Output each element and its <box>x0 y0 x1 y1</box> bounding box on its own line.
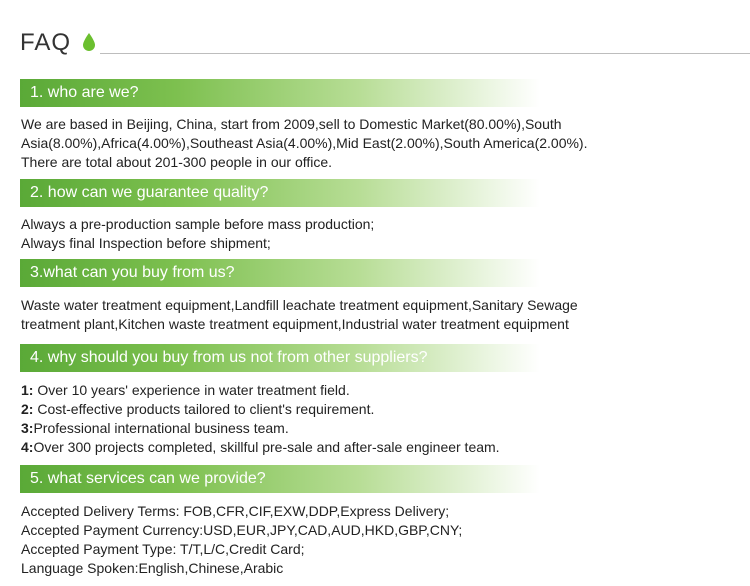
list-item-text: Over 300 projects completed, skillful pre-sale and after-sale engineer team. <box>33 439 500 455</box>
section-heading-bar <box>20 179 540 207</box>
section-body <box>21 502 721 578</box>
section-text-line: There are total about 201-300 people in our office. <box>21 154 333 170</box>
section-text-line: Always a pre-production sample before mass production; <box>21 216 375 232</box>
section-heading: 2. how can we guarantee quality? <box>30 184 269 201</box>
section-text-line: We are based in Beijing, China, start from 2009,sell to Domestic Market(80.00%),South <box>21 116 562 132</box>
section-heading: 4. why should you buy from us not from other suppliers? <box>30 349 428 366</box>
list-item <box>21 419 721 438</box>
section-body <box>21 215 721 253</box>
list-item <box>21 381 721 400</box>
section-heading-bar <box>20 465 540 493</box>
section-text-line: Accepted Payment Currency:USD,EUR,JPY,CAD,AUD,HKD,GBP,CNY; <box>21 522 463 538</box>
section-body <box>21 296 721 334</box>
page-title: FAQ <box>20 29 72 56</box>
section-heading: 1. who are we? <box>30 84 139 101</box>
list-item-number: 2: <box>21 401 34 417</box>
section-heading-bar <box>20 259 540 287</box>
header-divider <box>100 53 750 54</box>
section-text-line: Accepted Delivery Terms: FOB,CFR,CIF,EXW,DDP,Express Delivery; <box>21 503 450 519</box>
list-item <box>21 438 721 457</box>
section-heading: 5. what services can we provide? <box>30 470 266 487</box>
section-text-line: Accepted Payment Type: T/T,L/C,Credit Card; <box>21 541 305 557</box>
section-text-line: treatment plant,Kitchen waste treatment equipment,Industrial water treatment equipment <box>21 316 569 332</box>
drop-icon <box>82 33 96 51</box>
list-item <box>21 400 721 419</box>
section-heading: 3.what can you buy from us? <box>30 264 235 281</box>
section-text-line: Language Spoken:English,Chinese,Arabic <box>21 560 284 576</box>
section-body <box>21 381 721 457</box>
list-item-number: 1: <box>21 382 34 398</box>
section-text-line: Waste water treatment equipment,Landfill leachate treatment equipment,Sanitary Sewage <box>21 297 578 313</box>
section-body <box>21 115 721 172</box>
section-text-line: Always final Inspection before shipment; <box>21 235 271 251</box>
faq-header <box>20 28 750 56</box>
list-item-number: 4: <box>21 439 34 455</box>
section-text-line: Asia(8.00%),Africa(4.00%),Southeast Asia(4.00%),Mid East(2.00%),South America(2.00%). <box>21 135 588 151</box>
list-item-text: Cost-effective products tailored to client's requirement. <box>33 401 375 417</box>
section-heading-bar <box>20 344 540 372</box>
list-item-number: 3: <box>21 420 34 436</box>
list-item-text: Professional international business team. <box>33 420 289 436</box>
section-heading-bar <box>20 79 540 107</box>
list-item-text: Over 10 years' experience in water treatment field. <box>33 382 350 398</box>
